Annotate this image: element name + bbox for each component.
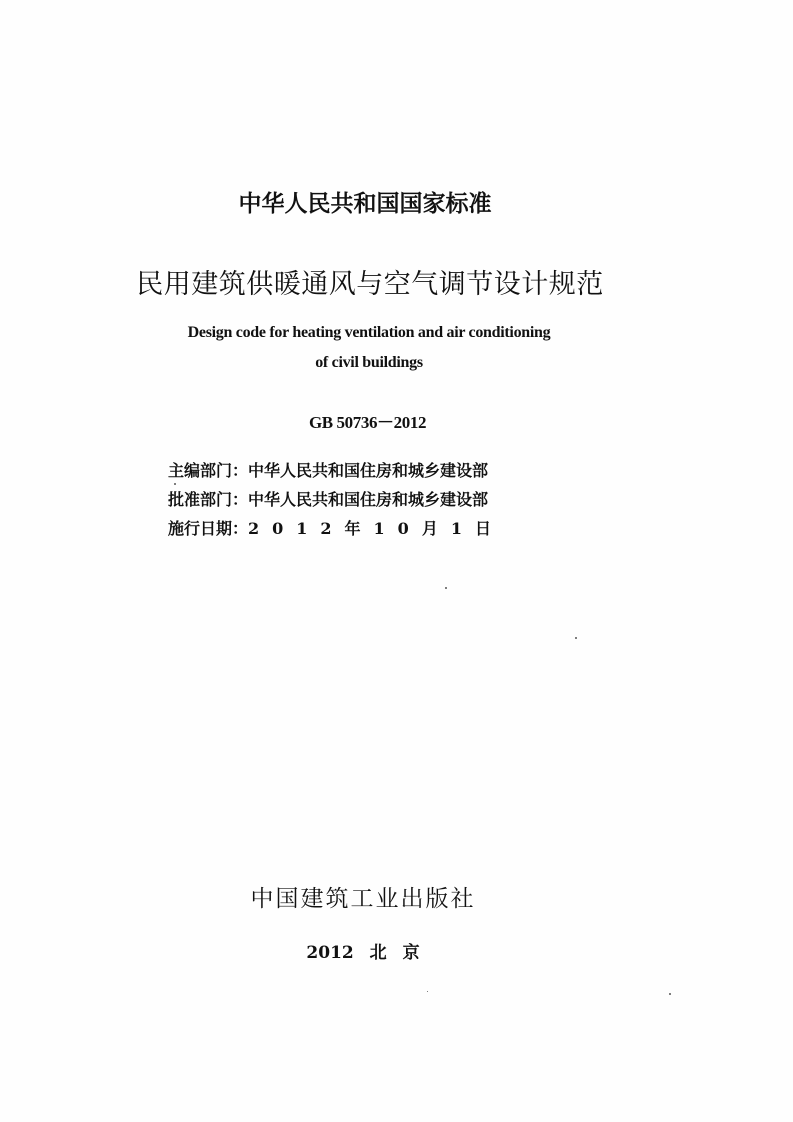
standard-code: GB 50736－2012	[308, 413, 427, 432]
publisher-name: 中国建筑工业出版社	[250, 886, 476, 912]
editor-department-value: 中华人民共和国住房和城乡建设部	[248, 461, 489, 480]
document-title-english-line-2: of civil buildings	[315, 354, 423, 371]
effective-date-row	[168, 516, 504, 539]
document-title-english-line-1: Design code for heating ventilation and air conditioning	[187, 324, 551, 341]
scan-speck	[669, 993, 671, 995]
approver-department-label: 批准部门：	[168, 490, 249, 509]
document-title-chinese: 民用建筑供暖通风与空气调节设计规范	[136, 269, 604, 300]
approver-department-row	[168, 487, 488, 510]
scan-speck	[174, 483, 176, 485]
publication-place-year: 2012 北 京	[306, 943, 420, 963]
effective-date-label: 施行日期：	[168, 519, 249, 538]
scan-speck	[445, 587, 447, 589]
effective-date-value: 2012年10月1日	[248, 519, 504, 538]
editor-department-label: 主编部门：	[168, 461, 249, 480]
approver-department-value: 中华人民共和国住房和城乡建设部	[248, 490, 489, 509]
national-standard-heading: 中华人民共和国国家标准	[238, 191, 492, 217]
editor-department-row	[168, 458, 488, 481]
scan-speck	[575, 637, 577, 639]
scan-speck	[427, 991, 428, 992]
